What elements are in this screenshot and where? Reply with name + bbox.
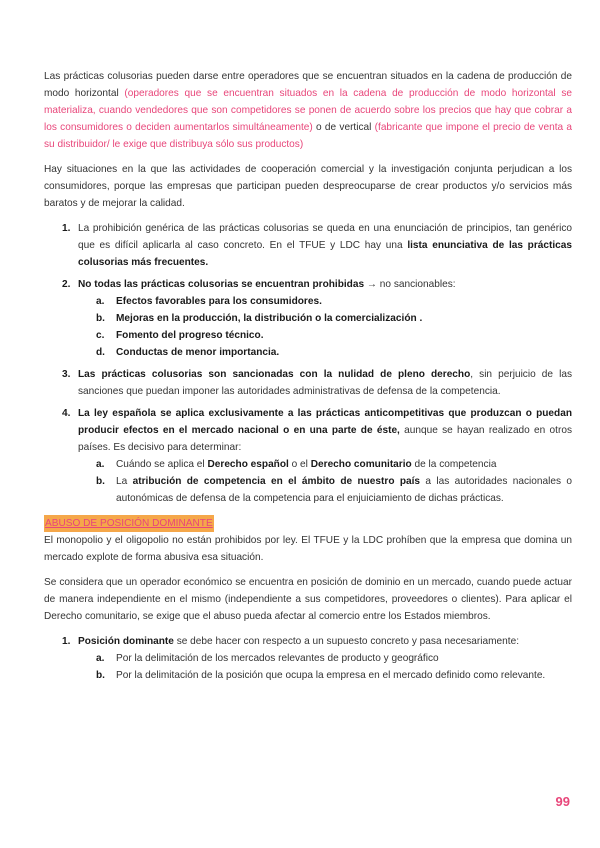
vertical-definition: (fabricante que impone el precio de venta a su distribuidor/ le exige que distribuya sólo sus productos) bbox=[44, 122, 572, 150]
list-item-text: → no sancionables: bbox=[366, 279, 456, 290]
sublist-text: Fomento del progreso técnico. bbox=[116, 330, 264, 341]
section-paragraph-1: El monopolio y el oligopolio no están prohibidos por ley. El TFUE y la LDC prohíben que la empresa que domina un mercado explote de forma abusiva esa situación. bbox=[44, 535, 572, 563]
list-item-text: aunque se hayan realizado en otros países. Es decisivo para determinar: bbox=[78, 425, 572, 453]
list-number: 1. bbox=[62, 636, 71, 647]
sublist-letter: b. bbox=[96, 670, 105, 681]
section-heading-wrapper bbox=[44, 513, 572, 532]
sublist-text: Efectos favorables para los consumidores. bbox=[116, 296, 322, 307]
list-number: 2. bbox=[62, 279, 71, 290]
sublist-item bbox=[78, 293, 572, 310]
list-item-text: , sin perjuicio de las sanciones que puedan imponer las autoridades administrativas de defensa de la competencia. bbox=[78, 369, 572, 397]
sublist-text: Por la delimitación de la posición que ocupa la empresa en el mercado definido como relevante. bbox=[116, 670, 546, 681]
intro-text-mid: o de vertical bbox=[316, 122, 372, 133]
section-heading: ABUSO DE POSICIÓN DOMINANTE bbox=[44, 515, 214, 532]
list-number: 4. bbox=[62, 408, 71, 419]
dominant-position-list bbox=[44, 633, 572, 684]
sublist-bold: Derecho comunitario bbox=[310, 459, 412, 470]
list-item-1 bbox=[44, 633, 572, 684]
sublist-bold: Derecho español bbox=[207, 459, 289, 470]
intro-paragraph-2: Hay situaciones en la que las actividades de cooperación comercial y la investigación conjunta perjudican a los consumidores, porque las empresas que participan pueden despreocuparse de crear productos y/o servicios más baratos y de mejorar la calidad. bbox=[44, 164, 572, 209]
sublist-text: Cuándo se aplica el bbox=[116, 459, 205, 470]
sublist-text: Por la delimitación de los mercados relevantes de producto y geográfico bbox=[116, 653, 439, 664]
sublist-item bbox=[78, 473, 572, 507]
intro-paragraph-1 bbox=[44, 68, 572, 153]
sublist-text: de la competencia bbox=[414, 459, 497, 470]
exemptions-sublist bbox=[78, 293, 572, 361]
sublist-letter: b. bbox=[96, 476, 105, 487]
sublist-letter: a. bbox=[96, 653, 105, 664]
list-item-bold: No todas las prácticas colusorias se encuentran prohibidas bbox=[78, 279, 365, 290]
sublist-item bbox=[78, 310, 572, 327]
sublist-letter: a. bbox=[96, 296, 105, 307]
list-item-4 bbox=[44, 405, 572, 507]
list-item-bold: La ley española se aplica exclusivamente a las prácticas anticompetitivas que produzcan o puedan producir efectos en el mercado nacional o en una parte de éste, bbox=[78, 408, 572, 436]
list-item-bold: lista enunciativa de las prácticas colusorias más frecuentes. bbox=[78, 240, 573, 268]
list-item-text: La prohibición genérica de las prácticas colusorias se queda en una enunciación de principios, tan genérico que es difícil aplicarla al caso concreto. En el TFUE y LDC hay una bbox=[78, 223, 572, 251]
section-paragraph-2: Se considera que un operador económico se encuentra en posición de dominio en un mercado, cuando puede actuar de manera independiente en el mismo (independiente a sus competidores, proveedores o clientes). Para aplicar el Derecho comunitario, se exige que el abuso pueda afectar al comercio entre los Estados miembros. bbox=[44, 577, 572, 622]
sublist-letter: d. bbox=[96, 347, 105, 358]
intro-text-start: Las prácticas colusorias pueden darse entre operadores que se encuentran situados en la cadena de producción de modo horizontal bbox=[44, 71, 572, 99]
sublist-item bbox=[78, 650, 572, 667]
sublist-item bbox=[78, 344, 572, 361]
sublist-text: Mejoras en la producción, la distribución o la comercialización . bbox=[116, 313, 423, 324]
sublist-text: a las autoridades nacionales o autonómicas de defensa de la competencia para el enjuiciamiento de dichas prácticas. bbox=[116, 476, 573, 504]
sublist-text: Conductas de menor importancia. bbox=[116, 347, 280, 358]
delimitation-sublist bbox=[78, 650, 572, 684]
sublist-letter: b. bbox=[96, 313, 105, 324]
list-item-1 bbox=[44, 220, 572, 271]
list-item-2 bbox=[44, 276, 572, 361]
sublist-item bbox=[78, 456, 572, 473]
page-content bbox=[44, 68, 572, 690]
horizontal-definition: (operadores que se encuentran situados en la cadena de producción de modo horizontal se materializa, cuando vendedores que son competidores se ponen de acuerdo sobre los precios que hay que cobrar a los consumidores o deciden aumentarlos simultáneamente) bbox=[44, 88, 572, 133]
list-item-3 bbox=[44, 366, 572, 400]
sublist-item bbox=[78, 327, 572, 344]
sublist-letter: c. bbox=[96, 330, 105, 341]
page-number: 99 bbox=[555, 794, 570, 809]
sublist-text: o el bbox=[291, 459, 308, 470]
sublist-text: La bbox=[116, 476, 128, 487]
sublist-letter: a. bbox=[96, 459, 105, 470]
list-item-bold: Las prácticas colusorias son sancionadas con la nulidad de pleno derecho bbox=[78, 369, 471, 380]
colusive-practices-list bbox=[44, 220, 572, 507]
list-item-bold: Posición dominante bbox=[78, 636, 174, 647]
sublist-item bbox=[78, 667, 572, 684]
list-number: 1. bbox=[62, 223, 71, 234]
list-item-text: se debe hacer con respecto a un supuesto concreto y pasa necesariamente: bbox=[176, 636, 519, 647]
list-number: 3. bbox=[62, 369, 71, 380]
sublist-bold: atribución de competencia en el ámbito de nuestro país bbox=[132, 476, 421, 487]
determination-sublist bbox=[78, 456, 572, 507]
